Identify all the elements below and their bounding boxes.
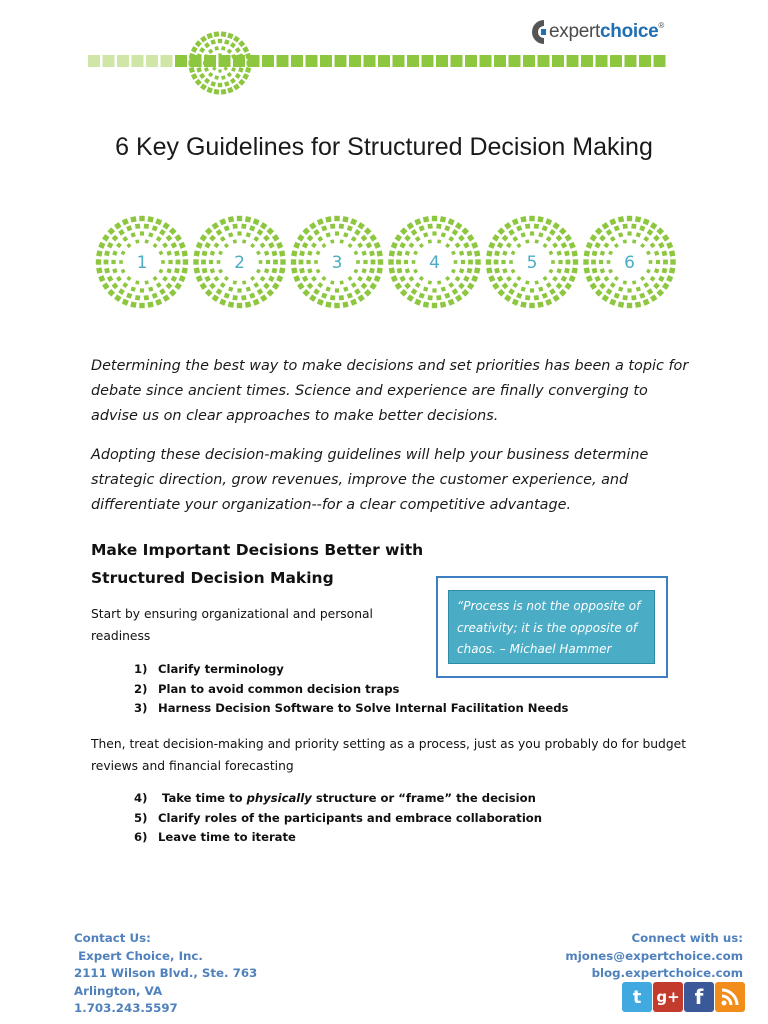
guideline-number: 2 — [234, 253, 245, 273]
guideline-circle-5 — [486, 216, 578, 308]
readiness-text: Start by ensuring organizational and personal readiness — [91, 607, 373, 643]
facebook-icon[interactable]: f — [684, 982, 714, 1012]
list-item-text: Clarify roles of the participants and embrace collaboration — [158, 810, 543, 825]
logo-text-choice: choice — [600, 21, 659, 42]
quote-text: “Process is not the opposite of creativity; it is the opposite of chaos. – Michael Hammer — [448, 590, 655, 664]
guideline-number: 4 — [429, 253, 440, 273]
list-item-text: Take time to physically structure or “frame” the decision — [158, 791, 536, 805]
list-item — [134, 680, 568, 700]
guideline-circle-2 — [193, 216, 285, 308]
list-item — [134, 789, 542, 809]
contact-phone[interactable]: 1.703.243.5597 — [74, 1001, 178, 1015]
google-plus-icon[interactable]: g+ — [653, 982, 683, 1012]
page-title: 6 Key Guidelines for Structured Decision Making — [115, 133, 653, 161]
process-list — [134, 789, 542, 848]
contact-block — [74, 930, 257, 1018]
list-item — [134, 699, 568, 719]
blog-link[interactable]: blog.expertchoice.com — [591, 966, 743, 980]
twitter-icon[interactable]: t — [622, 982, 652, 1012]
contact-heading: Contact Us: — [74, 931, 151, 945]
list-item — [134, 828, 542, 848]
list-item-number: 4) — [134, 791, 148, 805]
list-item-number: 1) — [134, 662, 148, 676]
guideline-circle-6 — [583, 216, 675, 308]
logo-text-expert: expert — [549, 21, 601, 42]
list-item-number: 6) — [134, 830, 148, 844]
section-heading-line-1: Make Important Decisions Better with — [91, 541, 424, 559]
email-link[interactable]: mjones@expertchoice.com — [565, 948, 743, 963]
section-heading — [91, 536, 451, 592]
guideline-circle-3 — [291, 216, 383, 308]
emphasis-physically: physically — [246, 791, 312, 805]
list-item-number: 5) — [134, 810, 148, 825]
connect-block — [565, 930, 743, 983]
intro-paragraph-1: Determining the best way to make decisions and set priorities has been a topic for debate since ancient times. Science and experience are finally converging to advise us on clear approaches to make better decisions. — [91, 358, 689, 424]
social-icons — [622, 982, 746, 1012]
contact-company: Expert Choice, Inc. — [74, 948, 203, 963]
logo-registered-mark: ® — [658, 21, 665, 30]
guideline-number: 5 — [526, 253, 538, 273]
guideline-circles — [92, 210, 682, 314]
guideline-number: 3 — [331, 253, 343, 273]
guideline-number: 1 — [136, 253, 148, 273]
header-decorative-bar — [88, 55, 666, 68]
list-item-number: 3) — [134, 701, 148, 715]
section-heading-line-2: Structured Decision Making — [91, 569, 334, 587]
connect-heading: Connect with us: — [631, 931, 743, 945]
quote-box — [436, 576, 668, 678]
list-item-text: Plan to avoid common decision traps — [158, 681, 400, 696]
expertchoice-logo[interactable] — [530, 16, 664, 48]
contact-address-line-2: Arlington, VA — [74, 983, 163, 998]
list-item-text: Leave time to iterate — [158, 830, 296, 844]
logo-mark-icon — [530, 18, 546, 46]
list-item-number: 2) — [134, 681, 148, 696]
process-text: Then, treat decision-making and priority setting as a process, just as you probably do for budget reviews and financial forecasting — [91, 737, 687, 773]
list-item-text: Harness Decision Software to Solve Internal Facilitation Needs — [158, 701, 569, 715]
header-flower-ornament — [187, 30, 253, 96]
list-item — [134, 809, 542, 829]
intro-paragraph-2: Adopting these decision-making guidelines will help your business determine strategic direction, grow revenues, improve the customer experience, and differentiate your organization--for a clear competitive advantage. — [91, 447, 649, 513]
list-item-text: Clarify terminology — [158, 662, 284, 676]
guideline-circle-1 — [96, 216, 188, 308]
guideline-circle-4 — [388, 216, 480, 308]
guideline-number: 6 — [624, 253, 635, 273]
rss-icon[interactable] — [715, 982, 745, 1012]
contact-address-line-1: 2111 Wilson Blvd., Ste. 763 — [74, 966, 258, 980]
